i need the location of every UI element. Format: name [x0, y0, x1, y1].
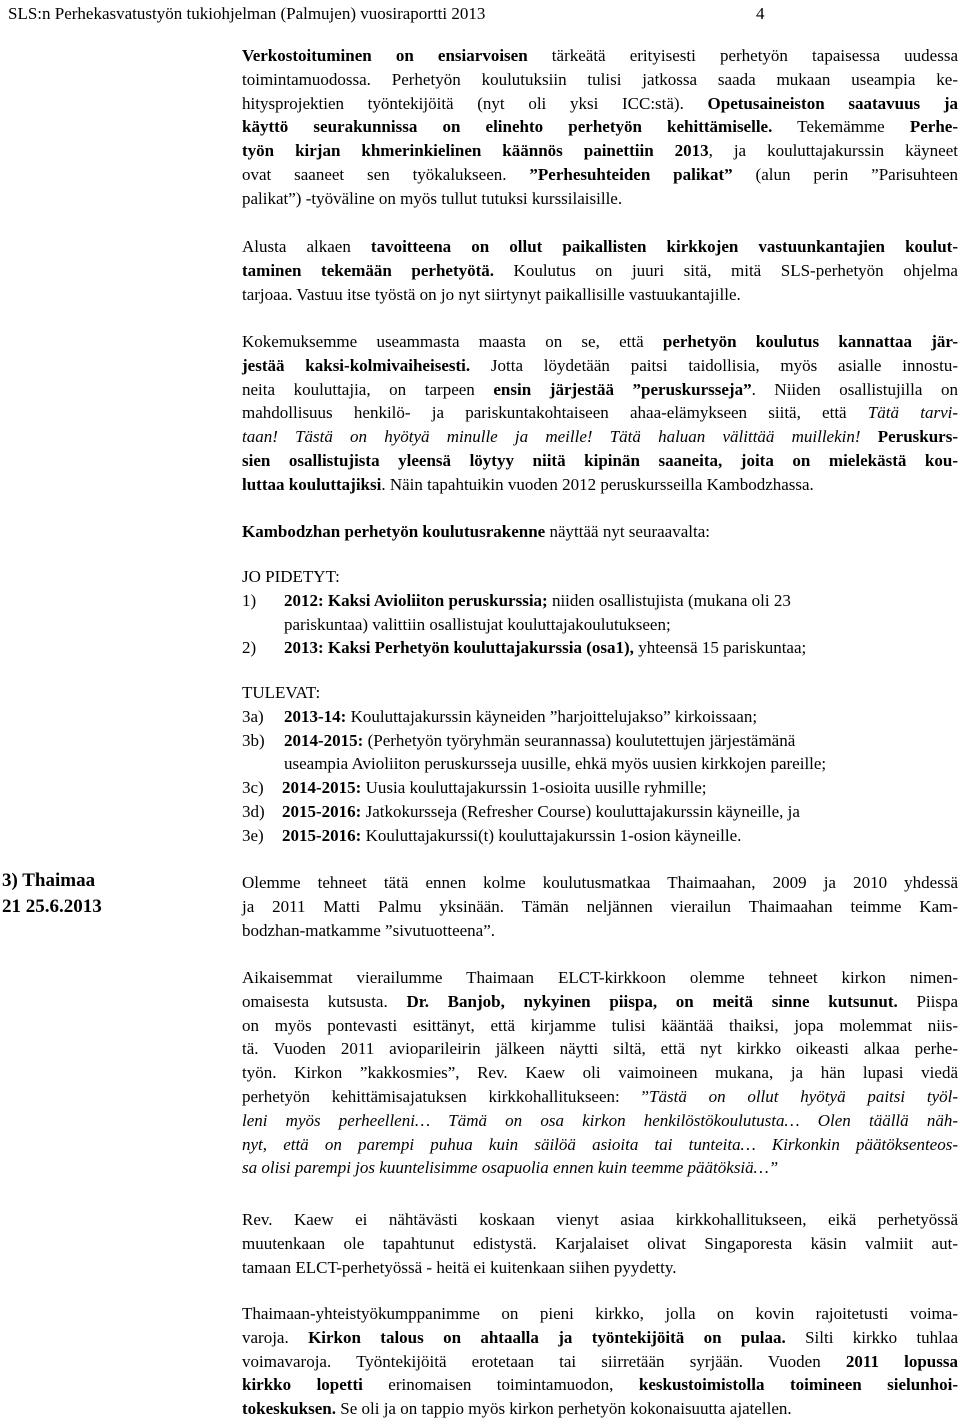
text-line: on myös pontevasti esittänyt, että kirjamme tulisi kääntää thaiksi, jopa molemmat niis- [242, 1015, 958, 1035]
text-line: tokeskuksen. Se oli ja on tappio myös kirkon perhetyön kokonaisuutta ajatellen. [242, 1399, 792, 1419]
paragraph-elct-visits [242, 966, 958, 1180]
paragraph-rev-kaew [242, 1208, 958, 1279]
paragraph-experience [242, 330, 958, 497]
list-item-continuation: useampia Avioliiton peruskursseja uusille, ehkä myös uusien kirkkojen pareille; [284, 754, 827, 774]
paragraph-goal [242, 235, 958, 306]
text-line: sa olisi parempi jos kuuntelisimme osapuolia ennen kuin teemme päätöksiä…” [242, 1158, 779, 1178]
text-line: kirkko lopetti erinomaisen toimintamuodon, keskustoimistolla toimineen sielunhoi- [242, 1375, 959, 1395]
text-line: työn. Kirkon ”kakkosmies”, Rev. Kaew oli vaimoineen mukana, ja hän lupasi viedä [242, 1063, 958, 1083]
text-line: mahdollisuus henkilö- ja pariskuntakohtaiseen ahaa-elämykseen siitä, että Tätä tarvi- [242, 403, 958, 423]
text-line: omaisesta kutsusta. Dr. Banjob, nykyinen piispa, on meitä sinne kutsunut. Piispa [242, 991, 959, 1011]
text-line: neita kouluttajia, on tarpeen ensin järjestää ”peruskursseja”. Niiden osallistujilla on [242, 379, 958, 399]
text-line: varoja. Kirkon talous on ahtaalla ja työntekijöitä on pulaa. Silti kirkko tuhlaa [242, 1327, 958, 1347]
past-courses-list [242, 565, 958, 660]
list-item: 3e) 2015-2016: Kouluttajakurssi(t) kouluttajakurssin 1-osion käyneille. [242, 825, 742, 845]
text-line: tamaan ELCT-perhetyössä - heitä ei kuitenkaan siihen pyydetty. [242, 1257, 677, 1277]
text-line: bodzhan-matkamme ”sivutuotteena”. [242, 920, 496, 940]
text-line: tarjoaa. Vastuu itse työstä on jo nyt siirtynyt paikallisille vastuukantajille. [242, 284, 741, 304]
list-heading: JO PIDETYT: [242, 567, 340, 586]
text-line: työn kirjan khmerinkielinen käännös painettiin 2013, ja kouluttajakurssin käyneet [242, 141, 958, 161]
list-item: 3c) 2014-2015: Uusia kouluttajakurssin 1-osioita uusille ryhmille; [242, 778, 707, 798]
paragraph-partner-church [242, 1302, 958, 1421]
section-heading-dates: 21 25.6.2013 [2, 896, 102, 917]
text-line: taan! Tästä on hyötyä minulle ja meille! Tätä haluan välittää muillekin! Peruskurs- [242, 427, 958, 447]
page-number: 4 [756, 4, 765, 23]
paragraph-thailand-trips [242, 871, 958, 942]
text-line: Olemme tehneet tätä ennen kolme koulutusmatkaa Thaimaahan, 2009 ja 2010 yhdessä [242, 873, 958, 892]
paragraph-networking [242, 44, 958, 211]
text-line: Thaimaan-yhteistyökumppanimme on pieni kirkko, jolla on kovin rajoitetusti voima- [242, 1304, 958, 1323]
list-item: 3b) 2014-2015: (Perhetyön työryhmän seurannassa) koulutettujen järjestämänä [242, 730, 796, 750]
text-line: perhetyön kehittämisajatuksen kirkkohallitukseen: ”Tästä on ollut hyötyä paitsi työl- [242, 1086, 959, 1106]
list-heading: TULEVAT: [242, 683, 321, 702]
text-line: voimavaroja. Työntekijöitä erotetaan tai siirretään syrjään. Vuoden 2011 lopussa [242, 1351, 958, 1371]
list-item: 3d) 2015-2016: Jatkokursseja (Refresher Course) kouluttajakurssin käyneille, ja [242, 801, 800, 821]
text-line: Kokemuksemme useammasta maasta on se, että perhetyön koulutus kannattaa jär- [242, 332, 958, 351]
section-heading-thailand [2, 868, 202, 920]
text-line: jestää kaksi-kolmivaiheisesti. Jotta löydetään paitsi taidollisia, myös asialle innostu- [242, 355, 958, 375]
text-line: nyt, että on parempi puhua kuin säilöä asioita tai tunteita… Kirkonkin päätöksenteos- [242, 1134, 958, 1154]
text-line: ja 2011 Matti Palmu yksinään. Tämän neljännen vierailun Thaimaahan teimme Kam- [242, 896, 958, 916]
text-line: Aikaisemmat vierailumme Thaimaan ELCT-kirkkoon olemme tehneet kirkon nimen- [242, 968, 958, 987]
page-header [8, 2, 948, 26]
section-heading-title: 3) Thaimaa [2, 870, 96, 891]
text-line: Verkostoituminen on ensiarvoisen tärkeätä erityisesti perhetyön tapaisessa uudessa [242, 46, 958, 65]
list-item: 2) 2013: Kaksi Perhetyön kouluttajakurssia (osa1), yhteensä 15 pariskuntaa; [242, 638, 807, 658]
text-line: sien osallistujista yleensä löytyy niitä kipinän saaneita, joita on mielekästä kou- [242, 450, 958, 470]
list-item: 3a) 2013-14: Kouluttajakurssin käyneiden ”harjoittelujakso” kirkoissaan; [242, 706, 758, 726]
list-item-continuation: pariskuntaa) valittiin osallistujat kouluttajakoulutukseen; [284, 614, 671, 634]
future-courses-list [242, 681, 958, 848]
text-line: Rev. Kaew ei nähtävästi koskaan vienyt asiaa kirkkohallitukseen, eikä perhetyössä [242, 1210, 958, 1229]
text-line: muutenkaan ole tapahtunut edistystä. Karjalaiset olivat Singaporesta käsin valmiit aut- [242, 1233, 958, 1253]
text-line: hitysprojektien työntekijöitä (nyt oli yksi ICC:stä). Opetusaineiston saatavuus ja [242, 93, 958, 113]
paragraph-structure-intro [242, 520, 958, 544]
text-line: palikat”) -työväline on myös tullut tutuksi kurssilaisille. [242, 188, 623, 208]
text-line: ovat saaneet sen työkalukseen. ”Perhesuhteiden palikat” (alun perin ”Parisuhteen [242, 164, 959, 184]
report-title: SLS:n Perhekasvatustyön tukiohjelman (Palmujen) vuosiraportti 2013 [8, 4, 486, 23]
list-item: 1) 2012: Kaksi Avioliiton peruskurssia; niiden osallistujista (mukana oli 23 [242, 590, 791, 610]
text-line: toimintamuodossa. Perhetyön koulutuksiin tulisi jatkossa saada mukaan useampia ke- [242, 69, 958, 89]
text-line: taminen tekemään perhetyötä. Koulutus on juuri sitä, mitä SLS-perhetyön ohjelma [242, 260, 958, 280]
text-line: käyttö seurakunnissa on elinehto perhetyön kehittämiselle. Tekemämme Perhe- [242, 117, 958, 137]
text-line: luttaa kouluttajiksi. Näin tapahtuikin vuoden 2012 peruskursseilla Kambodzhassa. [242, 474, 814, 494]
text-line: Kambodzhan perhetyön koulutusrakenne näyttää nyt seuraavalta: [242, 522, 710, 541]
text-line: Alusta alkaen tavoitteena on ollut paikallisten kirkkojen vastuunkantajien koulut- [242, 237, 958, 256]
text-line: leni myös perheelleni… Tämä on osa kirkon henkilöstökoulutusta… Olen täällä näh- [242, 1110, 958, 1130]
text-line: tä. Vuoden 2011 avioparileirin jälkeen näytti siltä, että nyt kirkko oikeasti alkaa perhe- [242, 1039, 958, 1059]
